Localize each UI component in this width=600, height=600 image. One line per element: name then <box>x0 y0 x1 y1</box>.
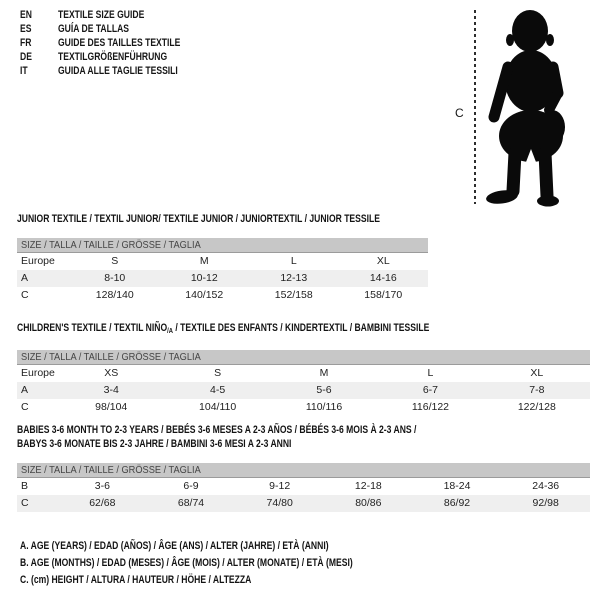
row-label: C <box>21 401 29 413</box>
table-title: JUNIOR TEXTILE / TEXTIL JUNIOR/ TEXTILE JUNIOR / JUNIORTEXTIL / JUNIOR TESSILE <box>17 213 380 225</box>
language-title: GUÍA DE TALLAS <box>58 23 130 35</box>
height-cell: 80/86 <box>355 497 382 509</box>
row-label: A <box>21 384 29 396</box>
row-label: B <box>21 480 29 492</box>
legend-notes <box>20 538 447 589</box>
age-cell: 6-9 <box>183 480 199 492</box>
language-title: TEXTILE SIZE GUIDE <box>58 9 145 21</box>
table-title-line2: BABYS 3-6 MONATE BIS 2-3 JAHRE / BAMBINI 3-6 MESI A 2-3 ANNI <box>17 438 292 450</box>
language-code: DE <box>20 51 32 63</box>
size-cell: M <box>319 367 329 379</box>
height-cell: 104/110 <box>199 401 237 413</box>
size-header-bar: SIZE / TALLA / TAILLE / GRÖSSE / TAGLIA <box>17 350 590 365</box>
age-cell: 6-7 <box>422 384 439 396</box>
size-cell: XL <box>530 367 544 379</box>
height-cell: 116/122 <box>411 401 450 413</box>
language-title: GUIDE DES TAILLES TEXTILE <box>58 37 181 49</box>
table-title: BABIES 3-6 MONTH TO 2-3 YEARS / BEBÉS 3-6 MESES A 2-3 AÑOS / BÉBÉS 3-6 MOIS À 2-3 ANS / <box>17 424 417 436</box>
childrens-textile-table <box>17 321 590 416</box>
table-row-age <box>17 382 590 399</box>
legend-note-c: C. (cm) HEIGHT / ALTURA / HAUTEUR / HÖHE / ALTEZZA <box>20 574 252 586</box>
height-cell: 74/80 <box>266 497 293 509</box>
size-cell: S <box>111 255 119 267</box>
language-row-fr <box>20 36 215 50</box>
babies-textile-table <box>17 423 590 512</box>
height-cell: 152/158 <box>274 289 313 301</box>
age-cell: 3-6 <box>94 480 110 492</box>
height-cell: 92/98 <box>532 497 559 509</box>
language-code: ES <box>20 23 32 35</box>
age-cell: 5-6 <box>316 384 332 396</box>
table-title: CHILDREN'S TEXTILE / TEXTIL $NIÑO_{/A}$ / TEXTILE DES ENFANTS / KINDERTEXTIL / BAMBINI TESSILE <box>17 322 430 335</box>
height-cell: 110/116 <box>305 401 343 413</box>
age-cell: 9-12 <box>269 480 291 492</box>
height-cell: 128/140 <box>95 289 134 301</box>
size-cell: L <box>290 255 297 267</box>
legend-note-b: B. AGE (MONTHS) / EDAD (MESES) / ÂGE (MOIS) / ALTER (MONATE) / ETÀ (MESI) <box>20 557 353 569</box>
size-cell: XL <box>376 255 390 267</box>
size-cell: M <box>199 255 209 267</box>
language-code: IT <box>20 65 28 77</box>
height-cell: 86/92 <box>443 497 471 509</box>
size-cell: L <box>427 367 434 379</box>
height-measure-label: C <box>455 106 464 120</box>
language-row-de <box>20 50 215 64</box>
age-cell: 8-10 <box>104 272 126 284</box>
table-row-height <box>17 495 590 512</box>
language-code: FR <box>20 37 32 49</box>
language-row-it <box>20 64 215 78</box>
size-cell: S <box>214 367 222 379</box>
table-row-age <box>17 270 428 287</box>
height-cell: 62/68 <box>89 497 116 509</box>
age-cell: 10-12 <box>190 272 218 284</box>
height-cell: 122/128 <box>517 401 556 413</box>
height-cell: 68/74 <box>177 497 205 509</box>
row-label: C <box>21 497 29 509</box>
size-cell: XS <box>104 367 119 379</box>
table-row-age-months <box>17 478 590 495</box>
age-cell: 12-18 <box>354 480 382 492</box>
age-cell: 14-16 <box>369 272 397 284</box>
row-label: C <box>21 289 29 301</box>
table-row-height <box>17 287 428 304</box>
row-label: A <box>21 272 29 284</box>
dashed-measure-line <box>474 10 476 204</box>
junior-textile-table <box>17 212 428 304</box>
table-row-europe <box>17 365 590 382</box>
age-cell: 24-36 <box>532 480 560 492</box>
height-cell: 98/104 <box>95 401 128 413</box>
language-row-en <box>20 8 215 22</box>
subscript-text: /A <box>167 326 173 335</box>
age-cell: 18-24 <box>443 480 471 492</box>
language-title: GUIDA ALLE TAGLIE TESSILI <box>58 65 178 77</box>
size-header-bar: SIZE / TALLA / TAILLE / GRÖSSE / TAGLIA <box>17 238 428 253</box>
toddler-silhouette <box>483 5 583 207</box>
legend-note-a: A. AGE (YEARS) / EDAD (AÑOS) / ÂGE (ANS) / ALTER (JAHRE) / ETÀ (ANNI) <box>20 540 329 552</box>
language-title-list <box>20 8 215 78</box>
table-row-europe <box>17 253 428 270</box>
row-label: Europe <box>21 255 55 267</box>
age-cell: 12-13 <box>280 272 308 284</box>
height-cell: 140/152 <box>185 289 224 301</box>
height-cell: 158/170 <box>364 289 403 301</box>
age-cell: 4-5 <box>210 384 226 396</box>
row-label: Europe <box>21 367 55 379</box>
language-title: TEXTILGRÖßENFÜHRUNG <box>58 51 168 63</box>
language-code: EN <box>20 9 32 21</box>
size-header-bar: SIZE / TALLA / TAILLE / GRÖSSE / TAGLIA <box>17 463 590 478</box>
age-cell: 3-4 <box>103 384 119 396</box>
age-cell: 7-8 <box>529 384 545 396</box>
language-row-es <box>20 22 215 36</box>
table-row-height <box>17 399 590 416</box>
